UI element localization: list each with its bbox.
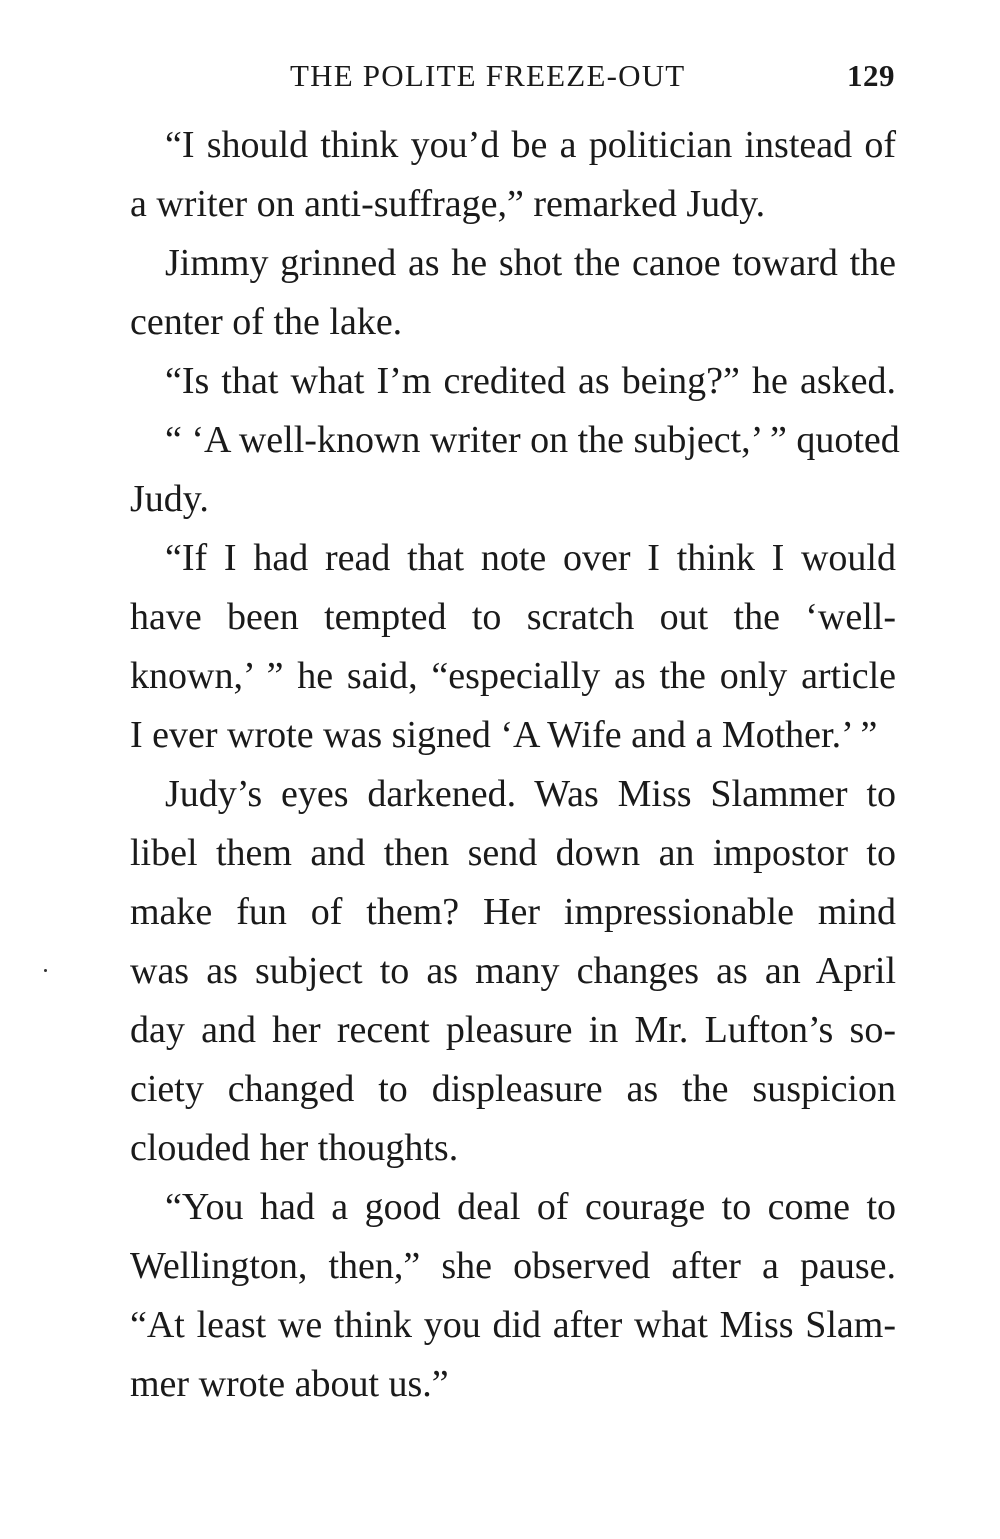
text-line: was as subject to as many changes as an April xyxy=(130,950,896,992)
text-line: clouded her thoughts. xyxy=(130,1127,459,1169)
text-line: “You had a good deal of courage to come to xyxy=(165,1186,896,1228)
text-line: Judy. xyxy=(130,478,209,520)
text-line: mer wrote about us.” xyxy=(130,1363,449,1405)
stray-ink-mark xyxy=(44,969,47,972)
text-line: I ever wrote was signed ‘A Wife and a Mother.’ ” xyxy=(130,714,878,756)
text-line: “ ‘A well-known writer on the subject,’ ” quoted xyxy=(165,419,900,461)
text-line: Judy’s eyes darkened. Was Miss Slammer to xyxy=(165,773,896,815)
text-line: a writer on anti-suffrage,” remarked Judy. xyxy=(130,183,766,225)
text-line: “At least we think you did after what Miss Slam- xyxy=(130,1304,896,1346)
text-line: day and her recent pleasure in Mr. Lufton’s so- xyxy=(130,1009,896,1051)
text-line: “I should think you’d be a politician instead of xyxy=(165,124,896,166)
text-line: Jimmy grinned as he shot the canoe toward the xyxy=(165,242,896,284)
text-line: Wellington, then,” she observed after a pause. xyxy=(130,1245,896,1287)
text-line: “Is that what I’m credited as being?” he asked. xyxy=(165,360,896,402)
text-line: “If I had read that note over I think I would xyxy=(165,537,896,579)
text-line: ciety changed to displeasure as the suspicion xyxy=(130,1068,896,1110)
text-line: make fun of them? Her impressionable mind xyxy=(130,891,896,933)
text-line: have been tempted to scratch out the ‘well- xyxy=(130,596,896,638)
text-line: center of the lake. xyxy=(130,301,403,343)
running-title: THE POLITE FREEZE-OUT xyxy=(290,58,686,93)
running-head xyxy=(130,58,895,98)
body-text xyxy=(130,116,900,1414)
text-line: libel them and then send down an impostor to xyxy=(130,832,896,874)
page-number: 129 xyxy=(847,58,895,93)
text-line: known,’ ” he said, “especially as the only article xyxy=(130,655,896,697)
